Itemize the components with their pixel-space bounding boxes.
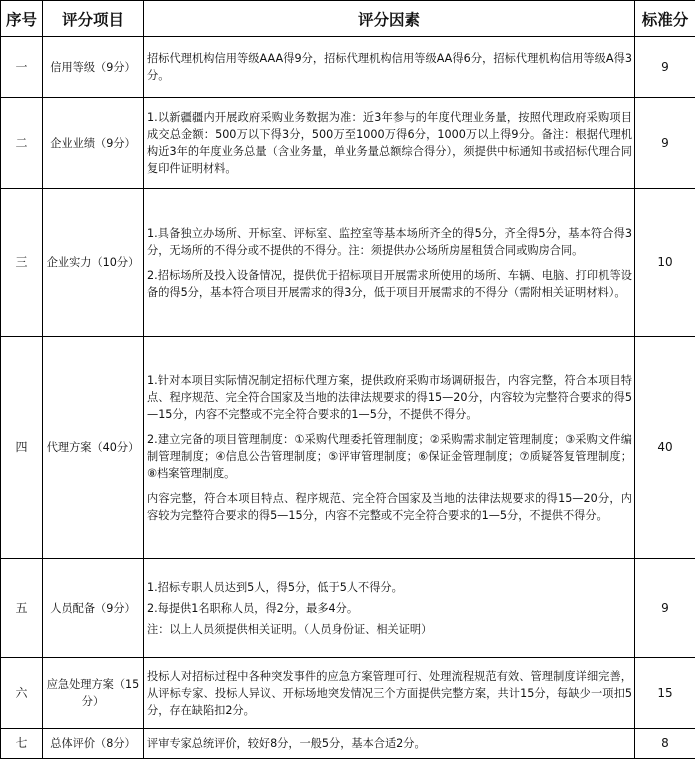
- row-item: 企业业绩（9分）: [43, 98, 144, 189]
- table-row: [1, 37, 695, 98]
- row-score: 40: [635, 337, 695, 559]
- table-row: [1, 729, 695, 759]
- row-score: 15: [635, 658, 695, 729]
- row-score: 10: [635, 189, 695, 337]
- row-item: 代理方案（40分）: [43, 337, 144, 559]
- header-row: [1, 1, 695, 37]
- header-item: 评分项目: [43, 1, 144, 37]
- row-no: 六: [1, 658, 43, 729]
- factor-paragraph: 投标人对招标过程中各种突发事件的应急方案管理可行、处理流程规范有效、管理制度详细完善，从评标专家、投标人异议、开标场地突发情况三个方面提供完整方案，共计15分，每缺少一项扣5分，存在缺陷扣2分。: [147, 669, 632, 717]
- row-factor: [144, 658, 635, 729]
- factor-paragraph: 招标代理机构信用等级AAA得9分，招标代理机构信用等级AA得6分，招标代理机构信用等级A得3分。: [147, 52, 632, 82]
- table-row: [1, 337, 695, 559]
- header-factor: 评分因素: [144, 1, 635, 37]
- table-row: [1, 658, 695, 729]
- row-item: 总体评价（8分）: [43, 729, 144, 759]
- factor-paragraph: 1.具备独立办场所、开标室、评标室、监控室等基本场所齐全的得5分，齐全得5分，基本符合得3分，无场所的不得分或不提供的不得分。注：须提供办公场所房屋租赁合同或购房合同。: [147, 226, 632, 257]
- row-no: 七: [1, 729, 43, 759]
- row-factor: [144, 189, 635, 337]
- header-score: 标准分: [635, 1, 695, 37]
- row-score: 9: [635, 37, 695, 98]
- row-score: 8: [635, 729, 695, 759]
- row-no: 三: [1, 189, 43, 337]
- row-item: 人员配备（9分）: [43, 559, 144, 658]
- table-row: [1, 189, 695, 337]
- header-no: 序号: [1, 1, 43, 37]
- table-row: [1, 98, 695, 189]
- table-row: [1, 559, 695, 658]
- row-factor: [144, 337, 635, 559]
- row-item: 应急处理方案（15分）: [43, 658, 144, 729]
- row-no: 五: [1, 559, 43, 658]
- factor-paragraph: 2.招标场所及投入设备情况，提供优于招标项目开展需求所使用的场所、车辆、电脑、打印机等设备的得5分，基本符合项目开展需求的得3分，低于项目开展需求的不得分（需附相关证明材料）。: [147, 268, 632, 299]
- row-no: 四: [1, 337, 43, 559]
- factor-paragraph: 评审专家总统评价，较好8分，一般5分，基本合适2分。: [147, 737, 426, 750]
- factor-paragraph: 内容完整，符合本项目特点、程序规范、完全符合国家及当地的法律法规要求的得15—20分，内容较为完整符合要求的得5—15分，内容不完整或不完全符合要求的1—5分，不提供不得分。: [147, 491, 632, 522]
- factor-paragraph: 1.以新疆疆内开展政府采购业务数据为准：近3年参与的年度代理业务量，按照代理政府采购项目成交总金额：500万以下得3分，500万至1000万得6分，1000万以上得9分。备注：根据代理机构近3年的年度业务总量（含业务量，单业务量总额综合得分），须提供中标通知书或招标代理合同复印件证明材料。: [147, 111, 632, 175]
- factor-paragraph: 1.招标专职人员达到5人，得5分，低于5人不得分。: [147, 580, 403, 594]
- row-item: 信用等级（9分）: [43, 37, 144, 98]
- row-no: 一: [1, 37, 43, 98]
- row-score: 9: [635, 98, 695, 189]
- row-no: 二: [1, 98, 43, 189]
- factor-paragraph: 2.建立完备的项目管理制度：①采购代理委托管理制度；②采购需求制定管理制度；③采购文件编制管理制度；④信息公告管理制度；⑤评审管理制度；⑥保证金管理制度；⑦质疑答复管理制度；⑧档案管理制度。: [147, 432, 632, 480]
- row-factor: [144, 729, 635, 759]
- row-factor: [144, 559, 635, 658]
- row-item: 企业实力（10分）: [43, 189, 144, 337]
- factor-paragraph: 注：以上人员须提供相关证明。（人员身份证、相关证明）: [147, 622, 433, 636]
- factor-paragraph: 1.针对本项目实际情况制定招标代理方案，提供政府采购市场调研报告，内容完整，符合本项目特点、程序规范、完全符合国家及当地的法律法规要求的得15—20分，内容较为完整符合要求的得5—15分，内容不完整或不完全符合要求的1—5分，不提供不得分。: [147, 373, 632, 421]
- row-factor: [144, 98, 635, 189]
- row-factor: [144, 37, 635, 98]
- factor-paragraph: 2.每提供1名职称人员，得2分，最多4分。: [147, 601, 359, 615]
- row-score: 9: [635, 559, 695, 658]
